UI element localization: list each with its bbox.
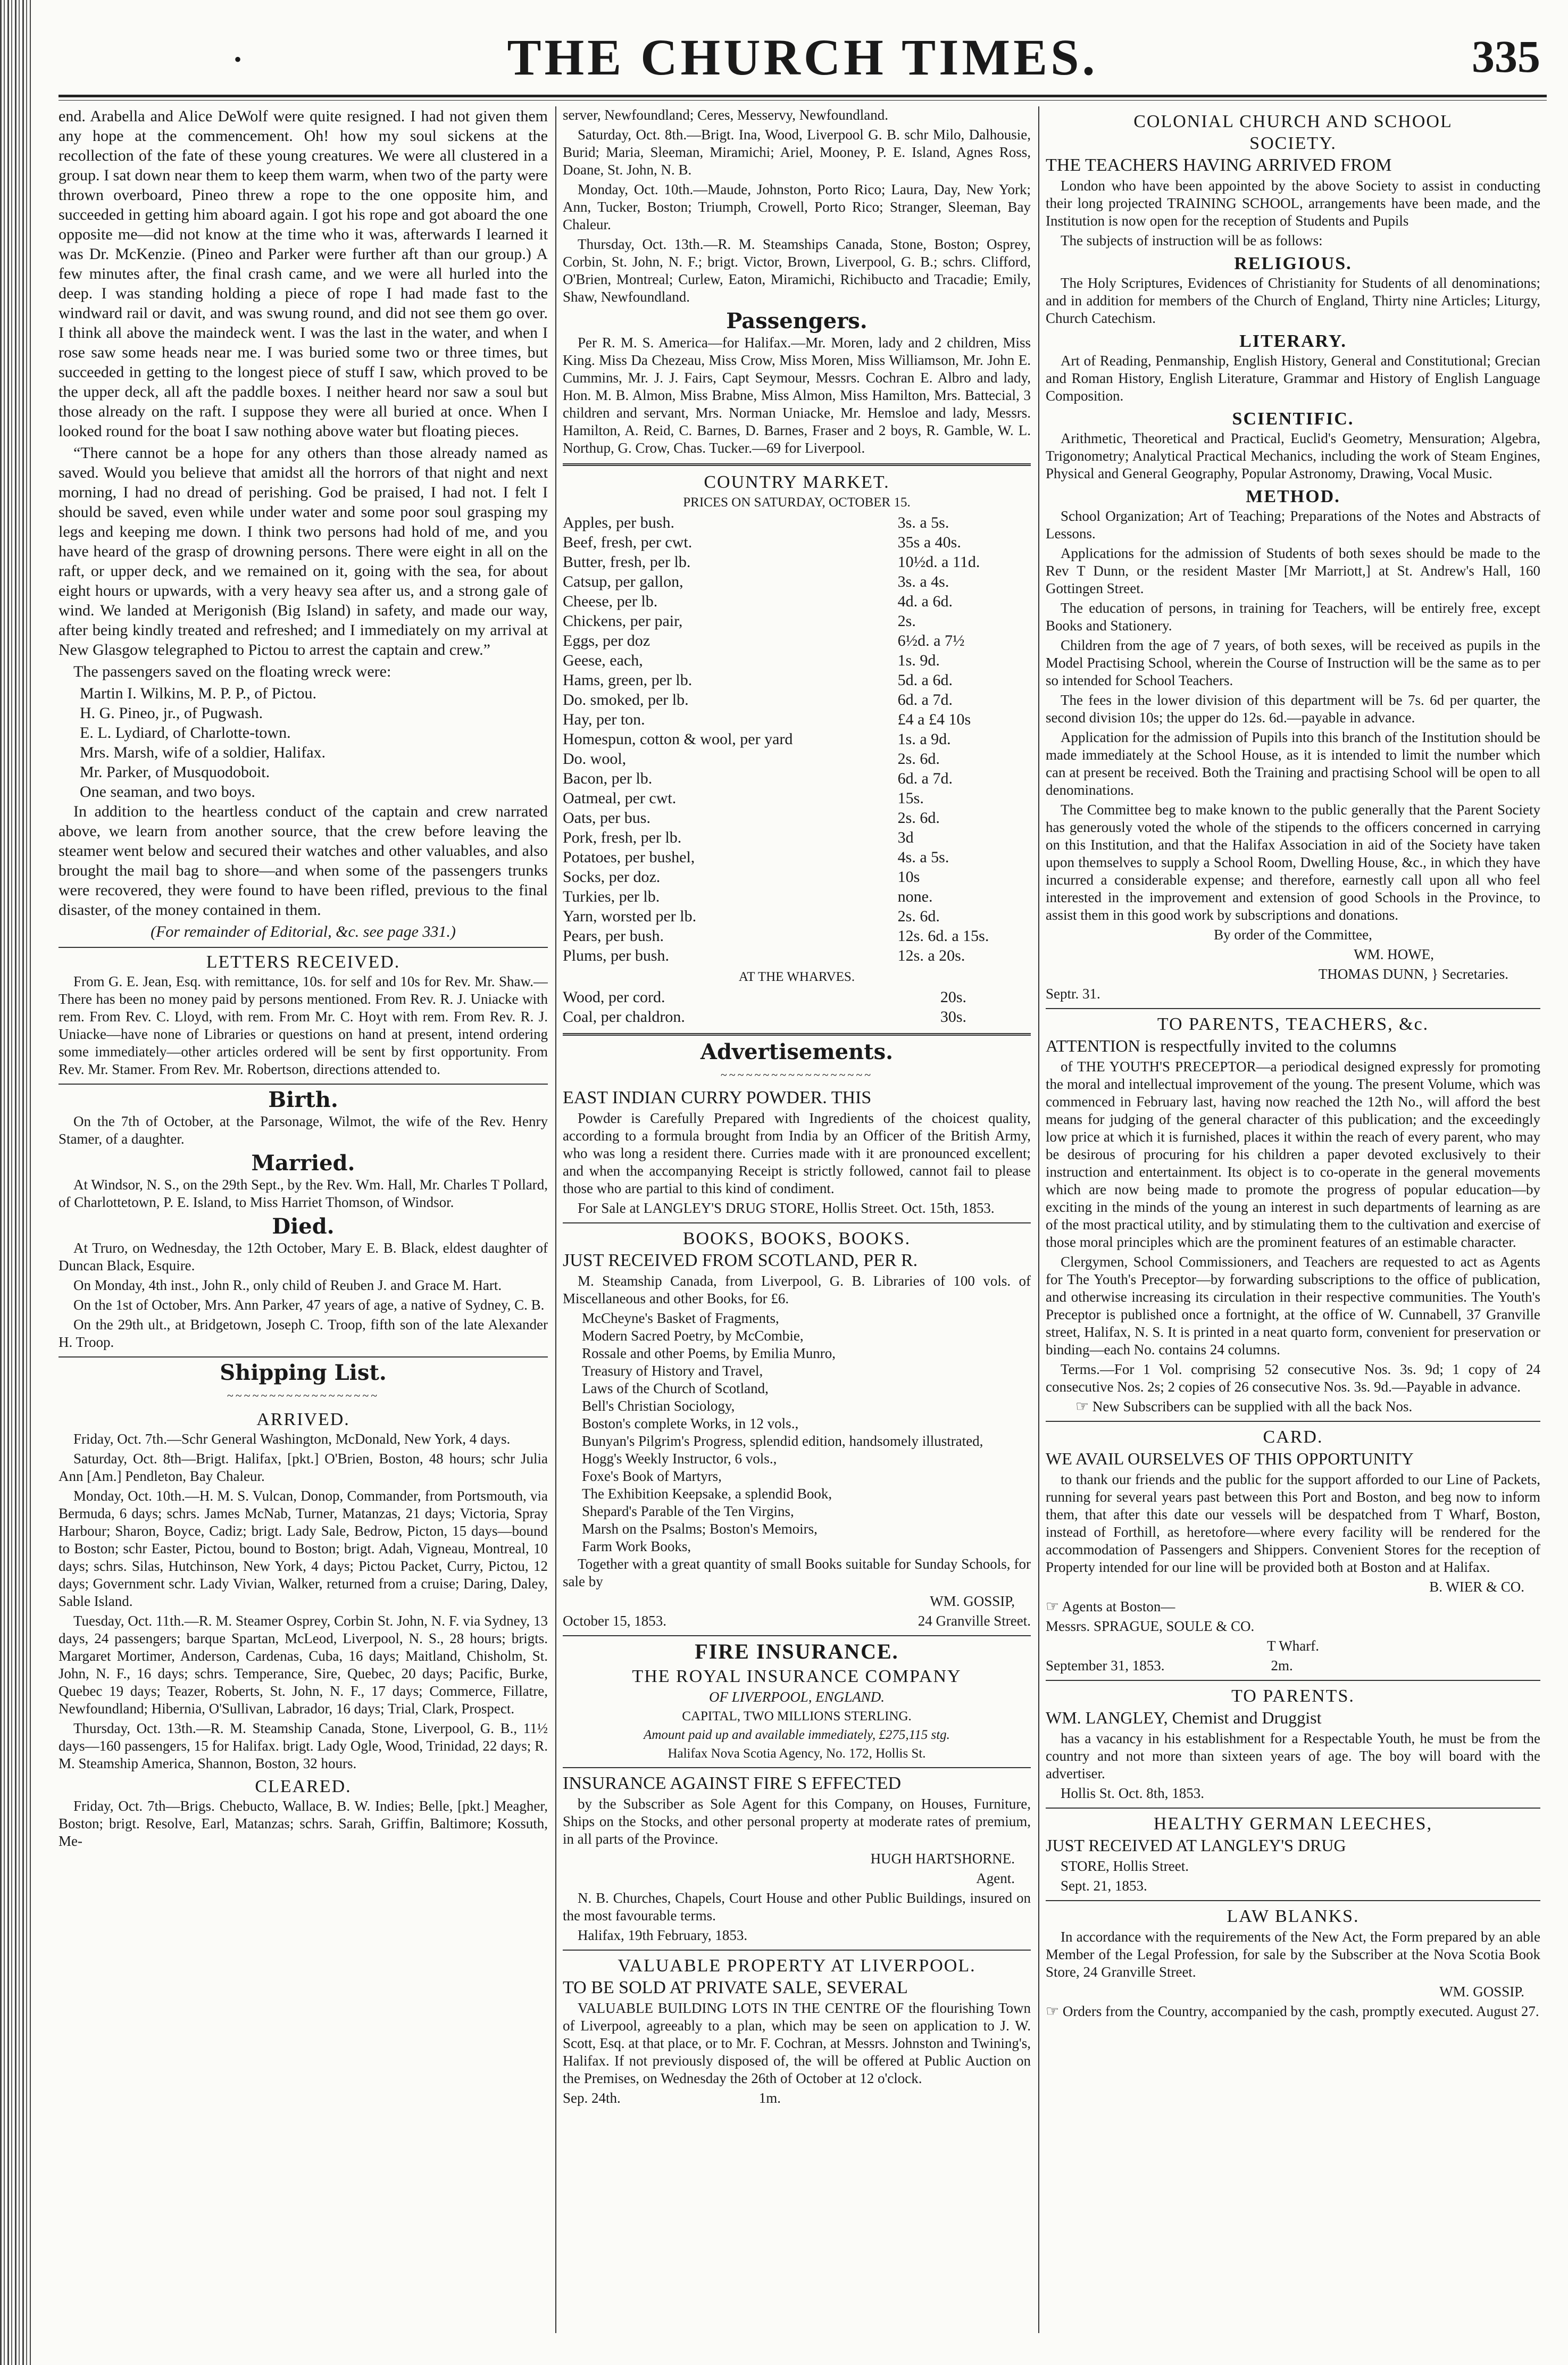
book-title: Marsh on the Psalms; Boston's Memoirs, bbox=[582, 1521, 818, 1537]
died-entry: At Truro, on Wednesday, the 12th October, Mary E. B. Black, eldest daughter of Duncan Black, Esquire. bbox=[59, 1240, 548, 1273]
market-row bbox=[563, 572, 1031, 592]
method-paragraph: School Organization; Art of Teaching; Preparations of the Notes and Abstracts of Lessons. bbox=[1046, 508, 1540, 542]
insurance-date: Halifax, 19th February, 1853. bbox=[578, 1927, 748, 1943]
market-price: 12s. a 20s. bbox=[897, 947, 965, 964]
pointing-hand-icon: ☞ bbox=[1046, 2003, 1060, 2020]
column-1 bbox=[59, 106, 548, 2333]
card-wharf: T Wharf. bbox=[1267, 1638, 1319, 1654]
method-secretaries: Secretaries. bbox=[1441, 966, 1508, 982]
letters-text: From G. E. Jean, Esq. with remittance, 10s. for self and 10s for Rev. Mr. Shaw.—There has been no money paid by persons mentioned. From Rev. R. J. Uniacke with rem. From Rev. C. Lloyd, with rem. From Mr. C. Hoyt with rem. From Rev. R. J. Uniacke—have none of Libraries or questions on hand at present, intend ordering some immediately—other articles ordered will be sent by first opportunity. From Rev. Mr. Stamer. From Rev. Mr. Robertson, directions attended to. bbox=[59, 973, 548, 1077]
book-title: Hogg's Weekly Instructor, 6 vols., bbox=[582, 1451, 777, 1467]
market-row bbox=[563, 906, 1031, 926]
insurance-note: N. B. Churches, Chapels, Court House and other Public Buildings, insured on the most favourable terms. bbox=[563, 1890, 1031, 1923]
religious-heading: RELIGIOUS. bbox=[1234, 254, 1352, 273]
market-item: Socks, per doz. bbox=[563, 868, 661, 886]
market-row bbox=[563, 808, 1031, 828]
market-table bbox=[563, 513, 1031, 965]
masthead-rule bbox=[59, 95, 1547, 97]
market-item: Catsup, per gallon, bbox=[563, 573, 683, 590]
property-heading: VALUABLE PROPERTY AT LIVERPOOL. bbox=[618, 1956, 976, 1976]
market-item: Butter, fresh, per lb. bbox=[563, 553, 691, 571]
parents-teachers-heading: TO PARENTS, TEACHERS, &c. bbox=[1157, 1014, 1429, 1034]
divider bbox=[563, 463, 1031, 466]
pointing-hand-icon: ☞ bbox=[1075, 1398, 1089, 1415]
masthead-dot: • bbox=[234, 47, 242, 71]
leeches-date: Sept. 21, 1853. bbox=[1061, 1878, 1147, 1894]
parents-teachers-new bbox=[1046, 1398, 1540, 1415]
market-heading: COUNTRY MARKET. bbox=[704, 472, 890, 492]
divider bbox=[59, 1084, 548, 1085]
book-title: Laws of the Church of Scotland, bbox=[582, 1380, 769, 1396]
leeches-text: STORE, Hollis Street. bbox=[1061, 1858, 1189, 1874]
property-text: VALUABLE BUILDING LOTS IN THE CENTRE OF the flourishing Town of Liverpool, agreeably to a plan, which may be seen on application to J. W. Scott, Esq. at that place, or to Mr. F. Cochran, at Messrs. Johnston and Twining's, Halifax. If not previously disposed of, the will be offered at Public Auction on the Premises, on Wednesday the 26th of October at 12 o'clock. bbox=[563, 2000, 1031, 2086]
fire-paid: Amount paid up and available immediately, £275,115 stg. bbox=[644, 1728, 950, 1742]
market-item: Homespun, cotton & wool, per yard bbox=[563, 730, 793, 748]
page-title: THE CHURCH TIMES. bbox=[507, 29, 1098, 86]
fire-agency: Halifax Nova Scotia Agency, No. 172, Hollis St. bbox=[668, 1746, 926, 1761]
law-blanks-date: August 27. bbox=[1476, 2003, 1539, 2019]
arrived-entry: Friday, Oct. 7th.—Schr General Washington, McDonald, New York, 4 days. bbox=[73, 1431, 511, 1447]
book-title: Treasury of History and Travel, bbox=[582, 1363, 763, 1379]
law-blanks-heading: LAW BLANKS. bbox=[1227, 1906, 1360, 1926]
market-item: Oatmeal, per cwt. bbox=[563, 789, 677, 807]
book-title: Rossale and other Poems, by Emilia Munro, bbox=[582, 1345, 836, 1361]
market-row bbox=[563, 690, 1031, 710]
market-item: Do. smoked, per lb. bbox=[563, 691, 689, 709]
insurance-agent: Agent. bbox=[976, 1870, 1015, 1886]
saved-passenger: One seaman, and two boys. bbox=[80, 783, 255, 801]
market-price: 1s. 9d. bbox=[897, 652, 940, 669]
market-row bbox=[563, 1007, 1031, 1027]
curry-ad-sale: For Sale at LANGLEY'S DRUG STORE, Hollis Street. Oct. 15th, 1853. bbox=[578, 1200, 995, 1216]
letters-heading: LETTERS RECEIVED. bbox=[206, 952, 401, 972]
divider bbox=[563, 1767, 1031, 1768]
market-item: Hams, green, per lb. bbox=[563, 671, 693, 689]
column-divider-1 bbox=[555, 106, 556, 2333]
book-title: Boston's complete Works, in 12 vols., bbox=[582, 1415, 799, 1431]
market-item: Pork, fresh, per lb. bbox=[563, 829, 682, 846]
market-subheading: PRICES ON SATURDAY, OCTOBER 15. bbox=[683, 495, 911, 510]
cleared-entry: Thursday, Oct. 13th.—R. M. Steamships Canada, Stone, Boston; Osprey, Corbin, St. John, N. F.; brigt. Victor, Brown, Liverpool, G. B.; schrs. Clifford, O'Brien, Montreal; Curlew, Eaton, Miramichi, Richibucto and Tracadie; Emily, Shaw, Newfoundland. bbox=[563, 236, 1031, 305]
scientific-text: Arithmetic, Theoretical and Practical, Euclid's Geometry, Mensuration; Algebra, Trigonometry; Analytical Practical Mechanics, including the work of Steam Engines, Physical and General Geography, Popular Astronomy, Drawing, Vocal Music. bbox=[1046, 430, 1540, 481]
market-row bbox=[563, 710, 1031, 729]
passengers-heading: Passengers. bbox=[726, 309, 868, 334]
market-item: Coal, per chaldron. bbox=[563, 1008, 685, 1026]
method-paragraph: The Committee beg to make known to the public generally that the Parent Society has generously voted the whole of the stipends to the officers concerned in carrying on this Institution, and that the Halifax Association in aid of the Society have taken upon themselves to supply a School Room, Dwelling House, &c., in which they have incurred a considerable expense; and therefore, earnestly call upon all who feel interested in the improvement and extension of good Schools in the Province, to assist them in this good work by subscriptions and donations. bbox=[1046, 802, 1540, 923]
books-ad-date: October 15, 1853. bbox=[563, 1613, 666, 1629]
market-price: 2s. 6d. bbox=[897, 750, 940, 768]
page-number: 335 bbox=[1472, 31, 1540, 82]
to-parents-text: has a vacancy in his establishment for a Respectable Youth, he must be from the country and not more than sixteen years of age. The boy will board with the advertiser. bbox=[1046, 1730, 1540, 1781]
market-row bbox=[563, 631, 1031, 651]
property-title: TO BE SOLD AT PRIVATE SALE, SEVERAL bbox=[563, 1978, 908, 1997]
leeches-title: JUST RECEIVED AT LANGLEY'S DRUG bbox=[1046, 1836, 1346, 1855]
book-title: Modern Sacred Poetry, by McCombie, bbox=[582, 1328, 804, 1344]
book-title: Shepard's Parable of the Ten Virgins, bbox=[582, 1503, 794, 1519]
died-entry: On the 29th ult., at Bridgetown, Joseph C. Troop, fifth son of the late Alexander H. Troop. bbox=[59, 1317, 548, 1350]
market-price: 15s. bbox=[897, 789, 924, 807]
market-price: 30s. bbox=[940, 1008, 967, 1026]
insurance-text: by the Subscriber as Sole Agent for this Company, on Houses, Furniture, Ships on the Stocks, and other personal property at moderate rates of premium, in all parts of the Province. bbox=[563, 1796, 1031, 1847]
method-paragraph: Children from the age of 7 years, of both sexes, will be received as pupils in the Model Practising School, wherein the Course of Instruction will be the same as to per so intended for School Teachers. bbox=[1046, 637, 1540, 688]
property-footer bbox=[563, 2089, 1031, 2107]
cleared-entry: server, Newfoundland; Ceres, Messervy, Newfoundland. bbox=[563, 107, 888, 123]
literary-text: Art of Reading, Penmanship, English History, General and Constitutional; Grecian and Roman History, English Literature, Grammar and History of English Language Composition. bbox=[1046, 353, 1540, 404]
divider bbox=[1046, 1008, 1540, 1009]
card-footer bbox=[1046, 1657, 1540, 1675]
market-item: Do. wool, bbox=[563, 750, 627, 768]
scientific-heading: SCIENTIFIC. bbox=[1232, 409, 1354, 429]
book-title: McCheyne's Basket of Fragments, bbox=[582, 1310, 779, 1326]
divider bbox=[563, 1222, 1031, 1223]
market-row bbox=[563, 887, 1031, 906]
market-price: 4s. a 5s. bbox=[897, 848, 949, 866]
fire-of: OF LIVERPOOL, ENGLAND. bbox=[709, 1689, 885, 1705]
society-intro: London who have been appointed by the above Society to assist in conducting their long projected TRAINING SCHOOL, arrangements have been made, and the Institution is now open for the reception of Students and Pupils bbox=[1046, 178, 1540, 229]
market-item: Yarn, worsted per lb. bbox=[563, 907, 697, 925]
market-item: Turkies, per lb. bbox=[563, 888, 660, 905]
law-blanks-orders bbox=[1046, 2003, 1540, 2020]
market-price: 6d. a 7d. bbox=[897, 770, 953, 787]
book-title: Bunyan's Pilgrim's Progress, splendid edition, handsomely illustrated, bbox=[582, 1433, 983, 1449]
saved-passenger: H. G. Pineo, jr., of Pugwash. bbox=[80, 704, 263, 722]
law-blanks-signature: WM. GOSSIP. bbox=[1439, 1984, 1524, 2000]
passengers-text: Per R. M. S. America—for Halifax.—Mr. Moren, lady and 2 children, Miss King. Miss Da Chezeau, Miss Crow, Miss Moren, Miss Williamson, Mr. John E. Cummins, Mr. J. J. Fairs, Capt Seymour, Messrs. Cochran E. Albro and lady, Hon. M. B. Almon, Miss Brabne, Miss Almon, Miss Hamilton, Mrs. Battecial, 3 children and servant, Mrs. Norman Uniacke, Mr. Hemsloe and lady, Messrs. Hamilton, A. Reid, C. Barnes, D. Barnes, Fraser and 2 boys, R. Gamble, W. L. Northup, G. Crow, Chas. Tucker.—69 for Liverpool. bbox=[563, 335, 1031, 456]
died-entry: On Monday, 4th inst., John R., only child of Reuben J. and Grace M. Hart. bbox=[73, 1277, 502, 1293]
method-paragraph: The fees in the lower division of this department will be 7s. 6d per quarter, the second division 10s; the upper do 12s. 6d.—payable in advance. bbox=[1046, 692, 1540, 726]
market-row bbox=[563, 611, 1031, 631]
story-paragraph: The passengers saved on the floating wreck were: bbox=[73, 663, 391, 680]
market-price: 12s. 6d. a 15s. bbox=[897, 927, 989, 945]
market-item: Cheese, per lb. bbox=[563, 593, 658, 610]
story-paragraph: In addition to the heartless conduct of the captain and crew narrated above, we learn from another source, that the crew before leaving the steamer went below and secured their watches and other valuables, and also brought the mail bag to shore—and when some of the passengers trunks were recovered, they were found to have been rifled, previous to the final disaster, of the money contained in them. bbox=[59, 803, 548, 919]
parents-teachers-text-2: Clergymen, School Commissioners, and Teachers are requested to act as Agents for The Youth's Preceptor—by forwarding subscriptions to the office of publication, and otherwise increasing its circulation in their respective communities. The Youth's Preceptor is published once a fortnight, at the office of W. Cunnabell, 37 Granville street, Halifax, N. S. It is printed in a neat quarto form, convenient for preservation or binding—each No. contains 24 columns. bbox=[1046, 1254, 1540, 1358]
market-item: Plums, per bush. bbox=[563, 947, 670, 964]
market-row bbox=[563, 592, 1031, 611]
market-price: 3s. a 5s. bbox=[897, 514, 949, 531]
arrived-heading: ARRIVED. bbox=[256, 1410, 350, 1429]
market-item: Geese, each, bbox=[563, 652, 643, 669]
market-item: Hay, per ton. bbox=[563, 711, 645, 728]
market-row bbox=[563, 651, 1031, 670]
market-row bbox=[563, 513, 1031, 532]
books-ad-intro: M. Steamship Canada, from Liverpool, G. B. Libraries of 100 vols. of Miscellaneous and other Books, for £6. bbox=[563, 1273, 1031, 1306]
card-agents bbox=[1046, 1598, 1540, 1615]
market-item: Bacon, per lb. bbox=[563, 770, 653, 787]
divider bbox=[59, 947, 548, 948]
method-signature-2: THOMAS DUNN, } Secretaries. bbox=[1318, 966, 1508, 982]
parents-teachers-title: ATTENTION is respectfully invited to the columns bbox=[1046, 1036, 1397, 1055]
method-by-order: By order of the Committee, bbox=[1214, 927, 1372, 943]
books-ad-title: JUST RECEIVED FROM SCOTLAND, PER R. bbox=[563, 1251, 918, 1270]
fire-heading: FIRE INSURANCE. bbox=[695, 1639, 899, 1663]
divider bbox=[59, 1356, 548, 1358]
saved-passenger: Mrs. Marsh, wife of a soldier, Halifax. bbox=[80, 744, 326, 761]
market-row bbox=[563, 828, 1031, 847]
book-title: Farm Work Books, bbox=[582, 1538, 691, 1554]
birth-heading: Birth. bbox=[268, 1087, 338, 1112]
market-item: Wood, per cord. bbox=[563, 988, 665, 1006]
to-parents-heading: TO PARENTS. bbox=[1231, 1686, 1355, 1706]
market-item: Pears, per bush. bbox=[563, 927, 664, 945]
story-paragraph: “There cannot be a hope for any others than those already named as saved. Would you believe that amidst all the horrors of that night and next morning, I had no dread of perishing. God be praised, I had not. I felt I should be saved, even while under water and some poor soul grasping my legs and keeping me down. I think two persons had hold of me, and you have heard of the grasp of drowning persons. There were eight in all on the raft, or upper deck, and we remained on it, going with the sea, for about eight hours or upwards, with a very heavy sea after us, and a strong gale of wind. We landed at Merigonish (Big Island) in safety, and made our way, after being kindly treated and refreshed; and I immediately on my arrival at New Glasgow telegraphed to Pictou to arrest the captain and crew.” bbox=[59, 444, 548, 659]
cleared-entry: Friday, Oct. 7th—Brigs. Chebucto, Wallace, B. W. Indies; Belle, [pkt.] Meagher, Boston; brigt. Resolve, Earl, Matanzas; schrs. Sarah, Griffin, Baltimore; Kossuth, Me- bbox=[59, 1798, 548, 1849]
saved-passenger: Mr. Parker, of Musquodoboit. bbox=[80, 763, 270, 781]
arrived-entry: Thursday, Oct. 13th.—R. M. Steamship Canada, Stone, Liverpool, G. B., 11½ days—160 passengers, 15 for Halifax. brigt. Lady Ogle, Wood, Trinidad, 22 days; R. M. Steamship America, Shannon, Boston, 32 hours. bbox=[59, 1720, 548, 1771]
market-row bbox=[563, 670, 1031, 690]
religious-text: The Holy Scriptures, Evidences of Christianity for Students of all denominations; and in addition for members of the Church of England, Thirty nine Articles; Liturgy, Church Catechism. bbox=[1046, 275, 1540, 326]
wharves-table bbox=[563, 987, 1031, 1027]
ornament: ~~~~~~~~~~~~~~~~~~ bbox=[720, 1068, 873, 1081]
binding-edge bbox=[0, 0, 31, 2365]
parents-teachers-terms: Terms.—For 1 Vol. comprising 52 consecutive Nos. 3s. 9d; 1 copy of 24 consecutive Nos. 2s; 2 copies of 26 consecutive Nos. 3s. 9d.—Payable in advance. bbox=[1046, 1361, 1540, 1395]
market-item: Eggs, per doz bbox=[563, 632, 650, 649]
book-title: The Exhibition Keepsake, a splendid Book, bbox=[582, 1486, 832, 1502]
market-price: 5d. a 6d. bbox=[897, 671, 953, 689]
property-date: Sep. 24th. bbox=[563, 2090, 621, 2106]
card-title: WE AVAIL OURSELVES OF THIS OPPORTUNITY bbox=[1046, 1449, 1414, 1468]
law-blanks-orders-text: Orders from the Country, accompanied by the cash, promptly executed. bbox=[1062, 2003, 1473, 2019]
shipping-heading: Shipping List. bbox=[220, 1360, 387, 1385]
arrived-entry: Tuesday, Oct. 11th.—R. M. Steamer Osprey, Corbin St. John, N. F. via Sydney, 13 days, 24 passengers; barque Spartan, McLeod, Liverpool, N. S., 28 hours; brigts. Margaret Mortimer, Anderson, Cardenas, Cuba, 16 days; Maitland, Chisholm, St. John, N. F., 16 days; schrs. Temperance, Sire, Quebec, 20 days; Pacific, Burke, Quebec 19 days; Teazer, Roberts, St. John, N. F., 17 days; Commerce, Fillatre, Newfoundland; Hibernia, O'Sullivan, Labrador, 16 days; Trial, Clark, Prospect. bbox=[59, 1613, 548, 1717]
insurance-signature: HUGH HARTSHORNE. bbox=[870, 1851, 1015, 1867]
parents-teachers-new-text: New Subscribers can be supplied with all the back Nos. bbox=[1092, 1398, 1413, 1414]
to-parents-title: WM. LANGLEY, Chemist and Druggist bbox=[1046, 1708, 1322, 1727]
market-price: 3s. a 4s. bbox=[897, 573, 949, 590]
leeches-heading: HEALTHY GERMAN LEECHES, bbox=[1153, 1814, 1433, 1834]
market-item: Chickens, per pair, bbox=[563, 612, 683, 630]
society-subjects: The subjects of instruction will be as follows: bbox=[1061, 232, 1323, 248]
market-row bbox=[563, 552, 1031, 572]
market-price: 4d. a 6d. bbox=[897, 593, 953, 610]
method-signature-name: THOMAS DUNN, bbox=[1318, 966, 1428, 982]
market-row bbox=[563, 926, 1031, 946]
cleared-entry: Monday, Oct. 10th.—Maude, Johnston, Porto Rico; Laura, Day, New York; Ann, Tucker, Boston; Triumph, Crowell, Porto Rico; Stranger, Sleeman, Bay Chaleur. bbox=[563, 181, 1031, 232]
cleared-entry: Saturday, Oct. 8th.—Brigt. Ina, Wood, Liverpool G. B. schr Milo, Dalhousie, Burid; Maria, Sleeman, Miramichi; Ariel, Mooney, P. E. Island, Agnes Ross, Doane, St. John, N. B. bbox=[563, 127, 1031, 178]
divider bbox=[1046, 1900, 1540, 1901]
ornament: ~~~~~~~~~~~~~~~~~~ bbox=[227, 1389, 380, 1402]
books-heading: BOOKS, BOOKS, BOOKS. bbox=[682, 1229, 911, 1248]
curry-ad-title: EAST INDIAN CURRY POWDER. THIS bbox=[563, 1088, 872, 1107]
books-ad-footer bbox=[563, 1612, 1031, 1630]
market-price: 10s bbox=[897, 868, 920, 886]
married-heading: Married. bbox=[251, 1151, 355, 1176]
divider bbox=[563, 1033, 1031, 1036]
card-duration: 2m. bbox=[1271, 1658, 1293, 1673]
market-price: 3d bbox=[897, 829, 914, 846]
masthead-rule-thin bbox=[59, 100, 1547, 101]
masthead bbox=[59, 21, 1547, 90]
remainder-note: (For remainder of Editorial, &c. see page 331.) bbox=[151, 923, 456, 940]
property-duration: 1m. bbox=[758, 2090, 781, 2106]
market-row bbox=[563, 788, 1031, 808]
card-agents-names: Messrs. SPRAGUE, SOULE & CO. bbox=[1046, 1618, 1255, 1634]
market-price: none. bbox=[897, 888, 933, 905]
card-agents-text: Agents at Boston— bbox=[1062, 1598, 1175, 1614]
divider bbox=[563, 1635, 1031, 1636]
saved-passenger: E. L. Lydiard, of Charlotte-town. bbox=[80, 724, 291, 742]
market-price: 2s. 6d. bbox=[897, 907, 940, 925]
parents-teachers-text: of THE YOUTH'S PRECEPTOR—a periodical designed expressly for promoting the moral and intellectual improvement of the young. The present Volume, which was commenced in February last, having now reached the 12th No., will afford the best means for judging of the general character of this publication; and the exceedingly low price at which it is furnished, places it within the reach of every parent, who may be desirous of procuring for his children a paper devoted exclusively to their instruction and entertainment. Its object is to co-operate in the general movements which are now being made to promote the progress of popular education—by exciting in the minds of the young an interest in such departments of learning as are of the most practical utility, and by stimulating them to the cultivation and exercise of those moral principles which are the prominent features of an estimable character. bbox=[1046, 1059, 1540, 1250]
market-row bbox=[563, 946, 1031, 965]
literary-heading: LITERARY. bbox=[1239, 331, 1347, 351]
method-signature-1: WM. HOWE, bbox=[1354, 946, 1434, 962]
curry-ad-text: Powder is Carefully Prepared with Ingredients of the choicest quality, according to a formula brought from India by an Officer of the British Army, who was long a resident there. Curries made with it are pronounced excellent; and when the accompanying Receipt is strictly followed, cannot fail to please those who are partial to this kind of condiment. bbox=[563, 1110, 1031, 1196]
story-paragraph: end. Arabella and Alice DeWolf were quite resigned. I had not given them any hope at the commencement. Oh! how my soul sickens at the recollection of the fate of these young creatures. We were all clustered in a group. I sat down near them to keep them warm, when two of the party were thrown overboard, Pineo threw a rope to the one opposite him, and succeeded in getting him aboard again. I got his rope and got aboard the one opposite me—did not know at the time who it was, afterwards I learned it was Dr. McKenzie. (Pineo and Parker were further aft than our group.) A few minutes after, the final crash came, and we were all hurled into the deep. I was standing holding a piece of rope I had made fast to the windward rail or davit, and was swung round, and did not see them go over. I think all above the maindeck went. I was the last in the water, and when I rose saw some heads near me. I was buried some two or three times, but succeeded in getting to the longest piece of stuff I saw, which proved to be the upper deck, all aft the paddle boxes. I neither heard nor saw a soul but those already on the raft. I suppose they were all buried at once. When I looked round for the boat I saw nothing above water but floating pieces. bbox=[59, 107, 548, 440]
market-row bbox=[563, 867, 1031, 887]
card-date: September 31, 1853. bbox=[1046, 1658, 1165, 1673]
wharves-heading: AT THE WHARVES. bbox=[738, 970, 855, 984]
market-price: 6½d. a 7½ bbox=[897, 632, 965, 649]
method-paragraph: Application for the admission of Pupils into this branch of the Institution should be made immediately at the School House, as it is intended to limit the number which can at present be received. Both the Training and practising School will be open to all denominations. bbox=[1046, 729, 1540, 798]
market-price: 10½d. a 11d. bbox=[897, 553, 980, 571]
market-row bbox=[563, 847, 1031, 867]
market-price: 6d. a 7d. bbox=[897, 691, 953, 709]
fire-company: THE ROYAL INSURANCE COMPANY bbox=[632, 1667, 962, 1686]
market-price: 35s a 40s. bbox=[897, 534, 961, 551]
law-blanks-text: In accordance with the requirements of the New Act, the Form prepared by an able Member of the Legal Profession, for sale by the Subscriber at the Nova Scotia Book Store, 24 Granville Street. bbox=[1046, 1929, 1540, 1980]
books-list bbox=[563, 1310, 1031, 1555]
market-item: Beef, fresh, per cwt. bbox=[563, 534, 693, 551]
market-row bbox=[563, 769, 1031, 788]
saved-passenger: Martin I. Wilkins, M. P. P., of Pictou. bbox=[80, 685, 316, 702]
method-heading: METHOD. bbox=[1246, 487, 1340, 506]
books-ad-signature: WM. GOSSIP, bbox=[930, 1593, 1015, 1609]
column-3 bbox=[1046, 106, 1540, 2333]
column-divider-2 bbox=[1038, 106, 1039, 2333]
arrived-entry: Monday, Oct. 10th.—H. M. S. Vulcan, Donop, Commander, from Portsmouth, via Bermuda, 6 days; schrs. James McNab, Turner, Matanzas, 21 days; Victoria, Spray Harbour; Sharon, Boyce, Cadiz; brigt. Lady Sale, Bedrow, Picton, 15 days—bound to Boston; schr Easter, Pictou, bound to Boston; brigt. Adah, Vigneau, Montreal, 10 days; schrs. Silas, Hutchinson, New York, 4 days; Pictou Packet, Curry, Pictou, 12 days; Government schr. Lady Vivian, Walker, returned from a cruise; Daring, Daley, Sable Island. bbox=[59, 1488, 548, 1609]
column-2 bbox=[563, 106, 1031, 2333]
market-price: 2s. 6d. bbox=[897, 809, 940, 827]
market-row bbox=[563, 532, 1031, 552]
book-title: Foxe's Book of Martyrs, bbox=[582, 1468, 722, 1484]
market-item: Oats, per bus. bbox=[563, 809, 650, 827]
method-paragraph: The education of persons, in training for Teachers, will be entirely free, except Books and Stationery. bbox=[1046, 600, 1540, 634]
married-text: At Windsor, N. S., on the 29th Sept., by the Rev. Wm. Hall, Mr. Charles T Pollard, of Charlottetown, P. E. Island, to Miss Harriet Thomson, of Windsor. bbox=[59, 1177, 548, 1210]
market-price: 2s. bbox=[897, 612, 916, 630]
market-row bbox=[563, 729, 1031, 749]
society-heading: COLONIAL CHURCH AND SCHOOL bbox=[1133, 112, 1453, 131]
card-text: to thank our friends and the public for the support afforded to our Line of Packets, running for several years past between this Port and Boston, and beg now to inform them, that after this date our vessels will be despatched from T Wharf, Boston, instead of Forthill, as heretofore—where every facility will be rendered for the accommodation of Passengers and Shippers. Convenient Stores for the reception of Property intended for our line will be provided both at Boston and at Halifax. bbox=[1046, 1471, 1540, 1575]
divider bbox=[563, 1950, 1031, 1951]
society-heading-2: SOCIETY. bbox=[1249, 134, 1337, 153]
card-heading: CARD. bbox=[1263, 1427, 1323, 1447]
market-price: £4 a £4 10s bbox=[897, 711, 971, 728]
market-price: 1s. a 9d. bbox=[897, 730, 951, 748]
society-title: THE TEACHERS HAVING ARRIVED FROM bbox=[1046, 155, 1392, 175]
divider bbox=[1046, 1808, 1540, 1809]
arrived-entry: Saturday, Oct. 8th—Brigt. Halifax, [pkt.] O'Brien, Boston, 48 hours; schr Julia Ann [Am.] Pendleton, Bay Chaleur. bbox=[59, 1451, 548, 1484]
book-title: Bell's Christian Sociology, bbox=[582, 1398, 735, 1414]
market-row bbox=[563, 987, 1031, 1007]
died-entry: On the 1st of October, Mrs. Ann Parker, 47 years of age, a native of Sydney, C. B. bbox=[73, 1297, 545, 1313]
method-paragraph: Applications for the admission of Students of both sexes should be made to the Rev T Dunn, or the resident Master [Mr Marriott,] at St. Andrew's Hall, 160 Gottingen Street. bbox=[1046, 545, 1540, 596]
insurance-title: INSURANCE AGAINST FIRE S EFFECTED bbox=[563, 1773, 902, 1793]
birth-text: On the 7th of October, at the Parsonage, Wilmot, the wife of the Rev. Henry Stamer, of a daughter. bbox=[59, 1113, 548, 1147]
card-signature: B. WIER & CO. bbox=[1429, 1579, 1524, 1595]
cleared-heading: CLEARED. bbox=[255, 1777, 352, 1796]
died-heading: Died. bbox=[272, 1214, 335, 1239]
divider bbox=[1046, 1680, 1540, 1681]
books-ad-tail: Together with a great quantity of small Books suitable for Sunday Schools, for sale by bbox=[563, 1556, 1031, 1589]
market-row bbox=[563, 749, 1031, 769]
market-item: Potatoes, per bushel, bbox=[563, 848, 695, 866]
ads-heading: Advertisements. bbox=[700, 1039, 894, 1064]
market-price: 20s. bbox=[940, 988, 967, 1006]
divider bbox=[1046, 1421, 1540, 1422]
method-date: Septr. 31. bbox=[1046, 986, 1100, 1002]
to-parents-date: Hollis St. Oct. 8th, 1853. bbox=[1061, 1785, 1205, 1801]
pointing-hand-icon: ☞ bbox=[1046, 1598, 1060, 1615]
market-item: Apples, per bush. bbox=[563, 514, 674, 531]
books-ad-address: 24 Granville Street. bbox=[918, 1613, 1031, 1629]
fire-capital: CAPITAL, TWO MILLIONS STERLING. bbox=[682, 1709, 912, 1723]
